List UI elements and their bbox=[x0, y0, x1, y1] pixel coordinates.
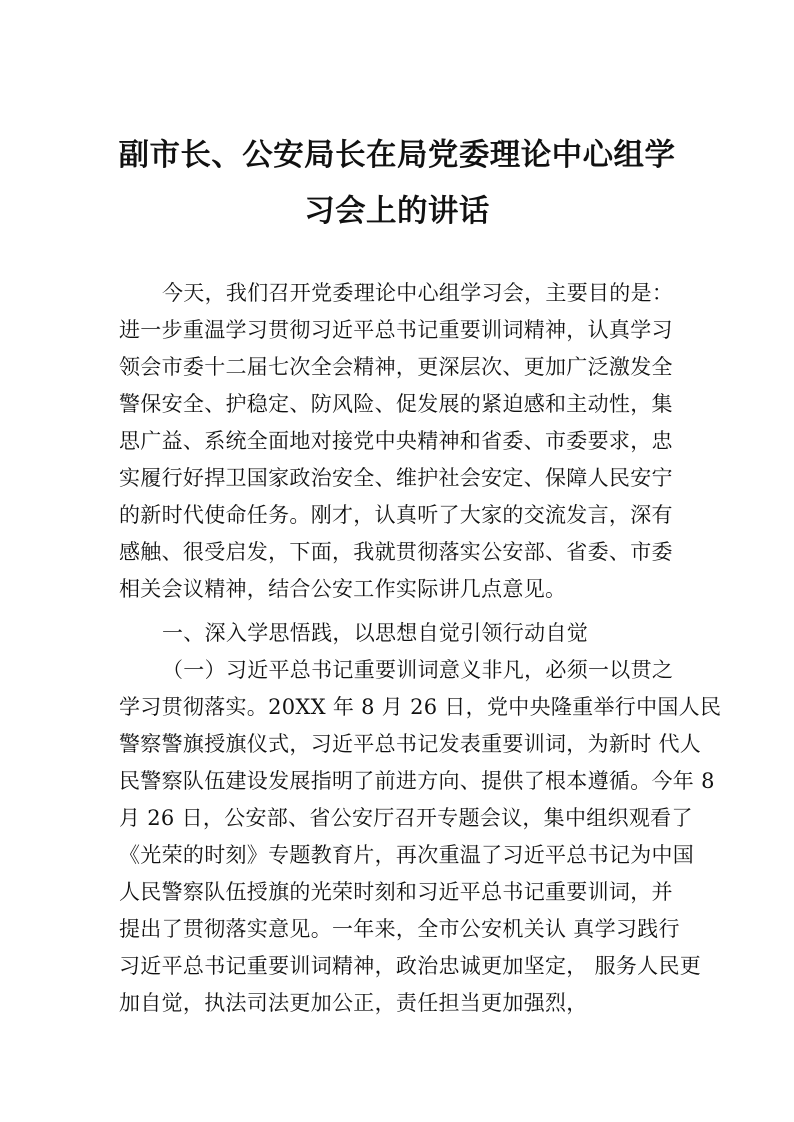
body-line: 《光荣的时刻》专题教育片，再次重温了习近平总书记为中国 bbox=[119, 843, 695, 867]
body-line: 领会市委十二届七次全会精神，更深层次、更加广泛激发全 bbox=[119, 355, 673, 379]
document-title-line-2: 习会上的讲话 bbox=[304, 193, 490, 229]
body-line: 警保安全、护稳定、防风险、促发展的紧迫感和主动性，集 bbox=[119, 392, 673, 416]
body-line: 加自觉，执法司法更加公正，责任担当更加强烈， bbox=[119, 991, 588, 1015]
body-line: 民警察队伍建设发展指明了前进方向、提供了根本遵循。今年 8 bbox=[119, 769, 715, 793]
section-heading: 一、深入学思悟践，以思想自觉引领行动自觉 bbox=[162, 621, 588, 645]
body-line: 相关会议精神，结合公安工作实际讲几点意见。 bbox=[119, 577, 567, 601]
body-line: 习近平总书记重要训词精神，政治忠诚更加坚定， 服务人民更 bbox=[119, 954, 702, 978]
body-line: 学习贯彻落实。20XX 年 8 月 26 日，党中央隆重举行中国人民 bbox=[119, 695, 722, 719]
document-title-line-1: 副市长、公安局长在局党委理论中心组学 bbox=[118, 137, 676, 173]
body-line: 警察警旗授旗仪式，习近平总书记发表重要训词，为新时 代人 bbox=[119, 732, 702, 756]
body-line: 思广益、系统全面地对接党中央精神和省委、市委要求，忠 bbox=[119, 429, 673, 453]
body-line: 的新时代使命任务。刚才，认真听了大家的交流发言，深有 bbox=[119, 503, 673, 527]
body-line: 提出了贯彻落实意见。一年来，全市公安机关认 真学习践行 bbox=[119, 917, 680, 941]
body-line: 感触、很受启发，下面，我就贯彻落实公安部、省委、市委 bbox=[119, 540, 673, 564]
body-line: 实履行好捍卫国家政治安全、维护社会安定、保障人民安宁 bbox=[119, 466, 673, 490]
body-line: 今天，我们召开党委理论中心组学习会，主要目的是： bbox=[162, 281, 674, 305]
body-line: 月 26 日，公安部、省公安厅召开专题会议，集中组织观看了 bbox=[119, 806, 693, 830]
subsection-heading: （一）习近平总书记重要训词意义非凡，必须一以贯之 bbox=[162, 658, 674, 682]
body-line: 进一步重温学习贯彻习近平总书记重要训词精神，认真学习 bbox=[119, 318, 673, 342]
body-line: 人民警察队伍授旗的光荣时刻和习近平总书记重要训词，并 bbox=[119, 880, 673, 904]
